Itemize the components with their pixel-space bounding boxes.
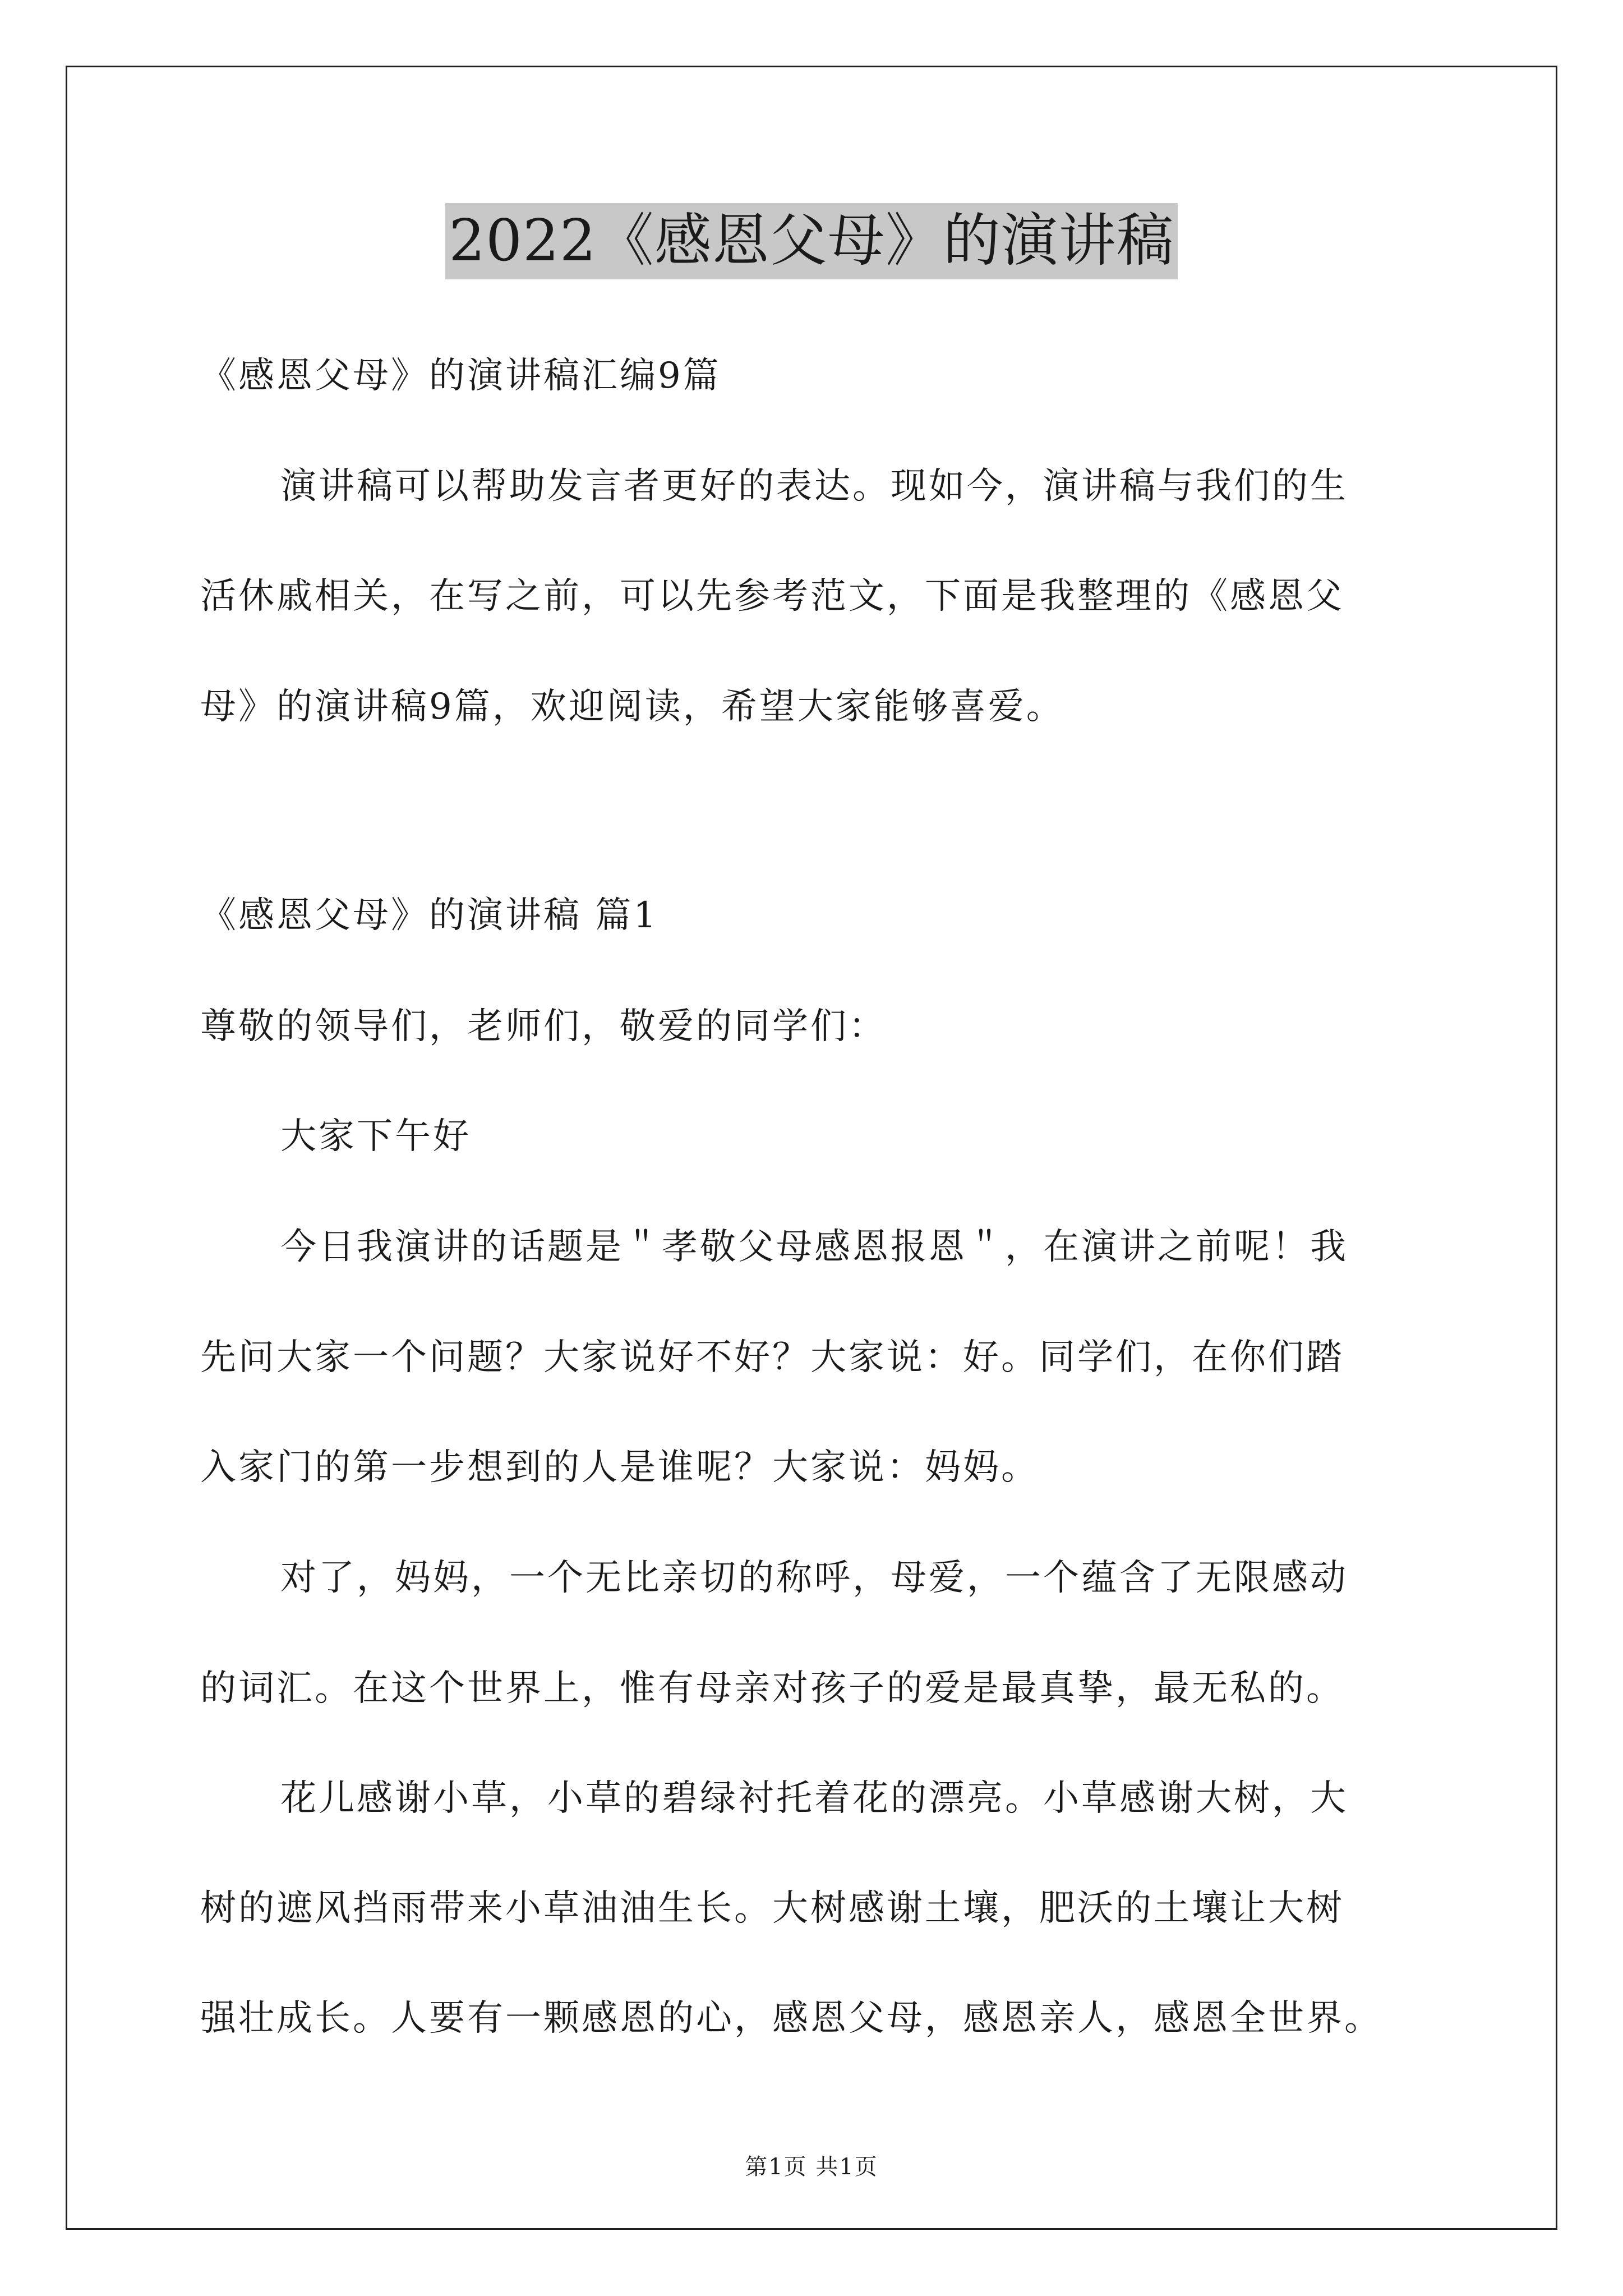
paragraph1-line-2: 先问大家一个问题？大家说好不好？大家说：好。同学们，在你们踏 bbox=[200, 1337, 1344, 1378]
document-subtitle: 《感恩父母》的演讲稿汇编9篇 bbox=[200, 355, 721, 397]
paragraph3-line-3: 强壮成长。人要有一颗感恩的心，感恩父母，感恩亲人，感恩全世界。 bbox=[200, 1998, 1382, 2039]
salutation: 尊敬的领导们，老师们，敬爱的同学们： bbox=[200, 1006, 887, 1047]
paragraph1-line-3: 入家门的第一步想到的人是谁呢？大家说：妈妈。 bbox=[200, 1447, 1039, 1488]
section-heading: 《感恩父母》的演讲稿 篇1 bbox=[200, 895, 659, 936]
greeting: 大家下午好 bbox=[280, 1116, 471, 1157]
intro-line-2: 活休戚相关，在写之前，可以先参考范文，下面是我整理的《感恩父 bbox=[200, 576, 1344, 617]
intro-line-1: 演讲稿可以帮助发言者更好的表达。现如今，演讲稿与我们的生 bbox=[280, 466, 1348, 507]
paragraph2-line-1: 对了，妈妈，一个无比亲切的称呼，母爱，一个蕴含了无限感动 bbox=[280, 1557, 1348, 1599]
paragraph2-line-2: 的词汇。在这个世界上，惟有母亲对孩子的爱是最真挚，最无私的。 bbox=[200, 1668, 1344, 1709]
intro-line-3: 母》的演讲稿9篇，欢迎阅读，希望大家能够喜爱。 bbox=[200, 686, 1064, 728]
title-container bbox=[0, 203, 1623, 279]
paragraph3-line-2: 树的遮风挡雨带来小草油油生长。大树感谢土壤，肥沃的土壤让大树 bbox=[200, 1888, 1344, 1929]
paragraph1-line-1: 今日我演讲的话题是＂孝敬父母感恩报恩＂，在演讲之前呢！我 bbox=[280, 1226, 1348, 1268]
document-title: 2022《感恩父母》的演讲稿 bbox=[445, 203, 1178, 279]
paragraph3-line-1: 花儿感谢小草，小草的碧绿衬托着花的漂亮。小草感谢大树，大 bbox=[280, 1778, 1348, 1819]
page-footer: 第1页 共1页 bbox=[745, 2154, 878, 2180]
